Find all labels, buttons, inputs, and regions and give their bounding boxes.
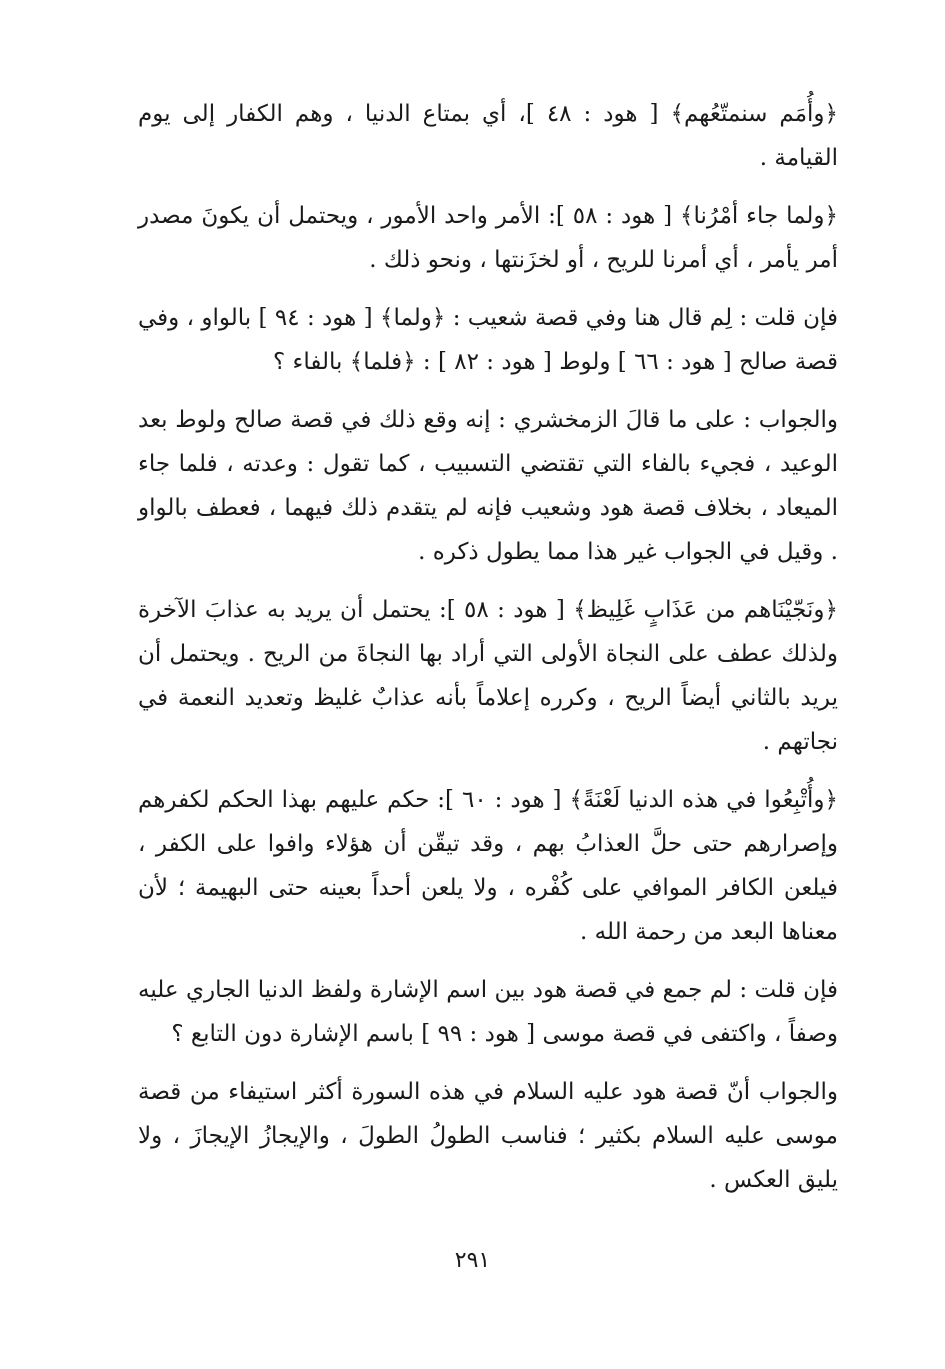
paragraph: والجواب أنّ قصة هود عليه السلام في هذه السورة أكثر استيفاء من قصة موسى عليه السلام بكثير ؛ فناسب الطولُ الطولَ ، والإيجازُ الإيجازَ ، ولا يليق العكس . xyxy=(138,1079,838,1193)
paragraph: فإن قلت : لِم قال هنا وفي قصة شعيب : ﴿ولما﴾ [ هود : ٩٤ ] بالواو ، وفي قصة صالح [ هود : ٦٦ ] ولوط [ هود : ٨٢ ] : ﴿فلما﴾ بالفاء ؟ xyxy=(138,305,838,375)
paragraph: فإن قلت : لم جمع في قصة هود بين اسم الإشارة ولفظ الدنيا الجاري عليه وصفاً ، واكتفى في قصة موسى [ هود : ٩٩ ] باسم الإشارة دون التابع ؟ xyxy=(138,977,838,1047)
page-number: ٢٩١ xyxy=(454,1248,491,1273)
paragraph: ﴿ولما جاء أمْرُنا﴾ [ هود : ٥٨ ]: الأمر واحد الأمور ، ويحتمل أن يكونَ مصدر أمر يأمر ، أي أمرنا للريح ، أو لخزَنتها ، ونحو ذلك . xyxy=(138,203,838,273)
paragraph: ﴿ونَجّيْنَاهم من عَذَابٍ غَلِيظ﴾ [ هود : ٥٨ ]: يحتمل أن يريد به عذابَ الآخرة ولذلك عطف على النجاة الأولى التي أراد بها النجاةَ من الريح . ويحتمل أن يريد بالثاني أيضاً الريح ، وكرره إعلاماً بأنه عذابٌ غليظ وتعديد النعمة في نجاتهم . xyxy=(138,597,838,755)
paragraph: ﴿وأُمَم سنمتّعُهم﴾ [ هود : ٤٨ ]، أي بمتاع الدنيا ، وهم الكفار إلى يوم القيامة . xyxy=(138,101,839,171)
paragraph: والجواب : على ما قالَ الزمخشري : إنه وقع ذلك في قصة صالح ولوط بعد الوعيد ، فجيء بالفاء التي تقتضي التسبيب ، كما تقول : وعدته ، فلما جاء الميعاد ، بخلاف قصة هود وشعيب فإنه لم يتقدم ذلك فيهما ، فعطف بالواو . وقيل في الجواب غير هذا مما يطول ذكره . xyxy=(138,407,838,565)
page-body xyxy=(138,92,838,1216)
paragraph: ﴿وأُتْبِعُوا في هذه الدنيا لَعْنَةً﴾ [ هود : ٦٠ ]: حكم عليهم بهذا الحكم لكفرهم وإصرارهم حتى حلَّ العذابُ بهم ، وقد تيقّن أن هؤلاء وافوا على الكفر ، فيلعن الكافر الموافي على كُفْره ، ولا يلعن أحداً بعينه حتى البهيمة ؛ لأن معناها البعد من رحمة الله . xyxy=(138,787,838,945)
